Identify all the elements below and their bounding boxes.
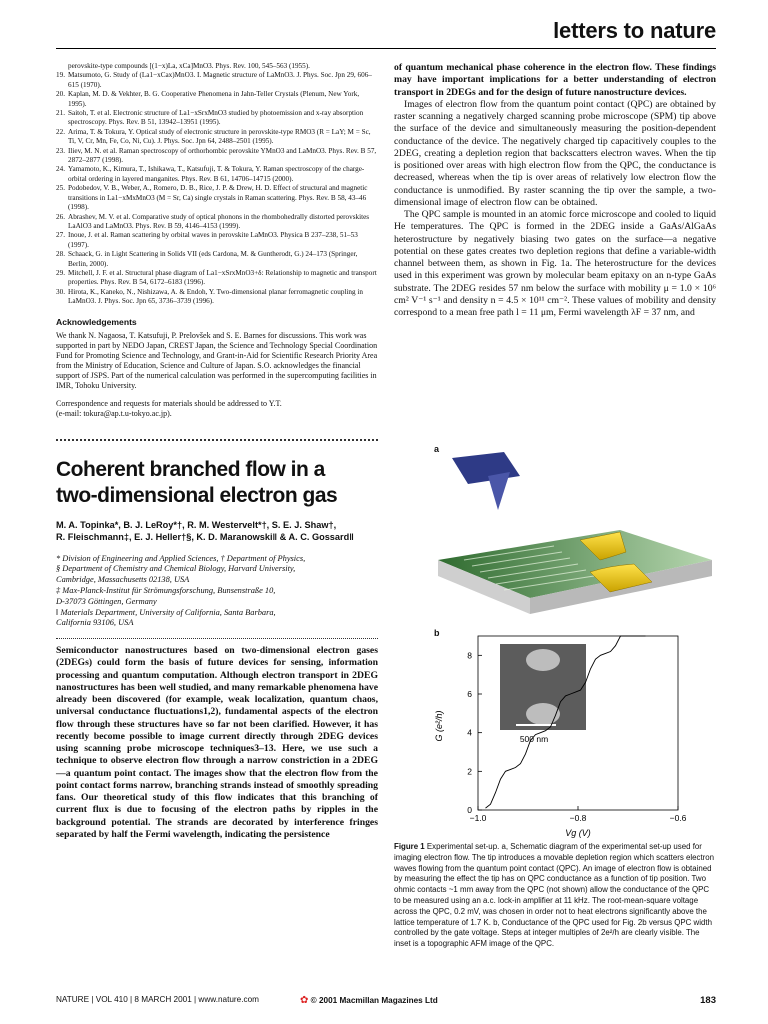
reference-item xyxy=(56,184,378,212)
right-column xyxy=(394,62,716,319)
reference-item xyxy=(56,62,378,71)
page-number: 183 xyxy=(700,995,716,1006)
affiliation-line: * Division of Engineering and Applied Sciences, † Department of Physics, xyxy=(56,553,306,563)
reference-text: Kaplan, M. D. & Vekhter, B. G. Cooperative Phenomena in Jahn-Teller Crystals (Plenum, New York, 1995). xyxy=(68,90,360,108)
reference-text: Arima, T. & Tokura, Y. Optical study of electronic structure in perovskite-type RMO3 (R = LaY; M = Sc, Ti, V, Cr, Mn, Fe, Co, Ni, Cu). J. Phys. Soc. Jpn 64, 2488–2501 (1995). xyxy=(68,127,371,146)
correspondence-email[interactable]: (e-mail: tokura@ap.t.u-tokyo.ac.jp). xyxy=(56,408,172,418)
abstract-divider xyxy=(56,638,378,639)
article-title-line: Coherent branched flow in a xyxy=(56,457,325,481)
y-tick-label: 4 xyxy=(467,727,472,738)
abstract-continuation: of quantum mechanical phase coherence in the electron flow. These findings may have important implications for a better understanding of electron transport in 2DEGs and for the design of future nanostructure devices. xyxy=(394,62,716,98)
conductance-plot xyxy=(394,626,716,840)
body-paragraph: Images of electron flow from the quantum point contact (QPC) are obtained by raster scanning a negatively charged scanning probe microscope (SPM) tip above the surface of the device and simultaneously measuring the position-dependent conductance of the device. The negatively charged tip capacitively couples to the 2DEG, creating a depletion region that backscatters electron waves. When the tip is positioned over areas with high electron flow from the QPC, the conductance is decreased, whereas when the tip is over areas of relatively low electron flow the conductance is unmodified. By raster scanning the tip over the sample, a two-dimensional image of electron flow can be obtained. xyxy=(394,98,716,208)
reference-number: 20. xyxy=(56,90,65,99)
caption-text: Experimental set-up. a, Schematic diagram of the experimental set-up used for imaging electron flow. The tip introduces a movable depletion region which scatters electron waves flowing from the quantum point contact (QPC). An image of electron flow is obtained by measuring the effect the tip has on QPC conductance as a function of tip position. Two ohmic contacts ~1 mm away from the QPC (not shown) allow the conductance of the QPC to be measured using an a.c. lock-in amplifier at 11 kHz. The root-mean-square voltage across the QPC, 0.2 mV, was chosen in order not to heat electrons significantly above the lattice temperature of 1.7 K. b, Conductance of the QPC used for Fig. 2b versus QPC width controlled by the gate voltage. Steps at integer multiples of 2e²/h are clearly visible. The inset is a topographic AFM image of the QPC. xyxy=(394,842,715,949)
reference-text: Matsumoto, G. Study of (La1−xCax)MnO3. I. Magnetic structure of LaMnO3. J. Phys. Soc. Jpn 29, 606–615 (1970). xyxy=(68,71,372,89)
y-tick-label: 8 xyxy=(467,650,472,661)
reference-number: 24. xyxy=(56,165,65,174)
affiliations xyxy=(56,554,378,630)
reference-number: 25. xyxy=(56,184,65,193)
experimental-setup-schematic xyxy=(394,448,716,633)
header-rule xyxy=(56,48,716,49)
affiliation-line: California 93106, USA xyxy=(56,618,134,628)
reference-text: Mitchell, J. F. et al. Structural phase diagram of La1−xSrxMnO3+δ: Relationship to magnetic and transport properties. Phys. Rev. B 54, 6172–6183 (1996). xyxy=(68,268,377,287)
reference-item xyxy=(56,288,378,307)
affiliation-line: Cambridge, Massachusetts 02138, USA xyxy=(56,575,190,585)
reference-item xyxy=(56,213,378,232)
reference-item xyxy=(56,147,378,166)
x-axis-label: Vg (V) xyxy=(565,828,591,838)
body-paragraph: The QPC sample is mounted in an atomic force microscope and cooled to liquid He temperatures. The QPC is formed in the 2DEG inside a GaAs/AlGaAs heterostructure by negatively biasing two gates on the surface—a negative potential on these gates creates two depletion regions that define a variable-width channel between them, as shown in Fig. 1a. The heterostructure for the devices used in this experiment was grown by molecular beam epitaxy on an n-type GaAs substrate. The 2DEG resides 57 nm below the surface with mobility μ = 1.0 × 10⁶ cm² V⁻¹ s⁻¹ and density n = 4.5 × 10¹¹ cm⁻². These values of mobility and density correspond to a mean free path l = 11 μm, Fermi wavelength λF = 37 nm, and xyxy=(394,209,716,318)
footer-copyright xyxy=(300,995,438,1006)
reference-number: 27. xyxy=(56,231,65,240)
reference-number: 26. xyxy=(56,212,65,221)
acknowledgements-text: We thank N. Nagaosa, T. Katsufuji, P. Prelovšek and S. E. Barnes for discussions. This work was supported in part by NEDO Japan, CREST Japan, the Science and Technology Special Coordination Fund for Promoting Science and Technology, and Grant-in-Aid for Scientific Research Priority Area from the Ministry of Education, Science and Culture of Japan. S.O. acknowledges the financial support of JSPS. Part of the numerical calculation was performed in the supercomputing facilities in IMR, Tohoku University. xyxy=(56,330,378,390)
scanning-tip xyxy=(488,472,510,510)
inset-gate-bottom xyxy=(526,703,560,725)
reference-text: Saitoh, T. et al. Electronic structure of La1−xSrxMnO3 studied by photoemission and x-ray absorption spectroscopy. Phys. Rev. B 51, 13942–13951 (1995). xyxy=(68,109,364,127)
footer-copyright-text: © 2001 Macmillan Magazines Ltd xyxy=(310,996,438,1005)
y-tick-label: 0 xyxy=(467,805,472,815)
abstract-text: Semiconductor nanostructures based on two-dimensional electron gases (2DEGs) could form the basis of future devices for sensing, information processing and quantum computation. Although electron transport in 2DEG nanostructures has been well studied, and many remarkable phenomena have already been discovered (for example, weak localization, quantum chaos, universal conductance fluctuations1,2), fundamental aspects of the electron flow through these structures have so far not been clarified. However, it has recently become possible to image current directly through 2DEG devices using scanning probe microscope techniques3–13. Here, we use such a technique to observe electron flow through a narrow constriction in a 2DEG—a quantum point contact. The images show that the electron flow from the point contact forms narrow, branching strands instead of smoothly spreading fans. Our theoretical study of this flow indicates that this branching of current flux is due to focusing of the electron paths by ripples in the background potential. The strands are decorated by interference fringes separated by half the Fermi wavelength, indicating the persistence xyxy=(56,645,378,840)
inset-afm-image xyxy=(500,644,586,730)
x-tick-label: −0.6 xyxy=(669,813,687,823)
author-list xyxy=(56,519,378,544)
section-divider xyxy=(56,439,378,441)
affiliation-line: ‡ Max-Planck-Institut für Strömungsforschung, Bunsenstraße 10, xyxy=(56,585,276,595)
y-tick-label: 2 xyxy=(467,766,472,777)
reference-item xyxy=(56,250,378,269)
x-tick-label: −0.8 xyxy=(569,813,587,823)
correspondence-line: Correspondence and requests for materials should be addressed to Y.T. xyxy=(56,398,282,408)
reference-number: 21. xyxy=(56,109,65,118)
reference-item xyxy=(56,231,378,250)
inset-gate-top xyxy=(526,649,560,671)
footer-journal-info: NATURE | VOL 410 | 8 MARCH 2001 | www.nature.com xyxy=(56,995,259,1004)
reference-text: Yamamoto, K., Kimura, T., Ishikawa, T., Katsufuji, T. & Tokura, Y. Raman spectroscopy of the charge-orbital ordering in layered manganites. Phys. Rev. B 61, 14706–14715 (2000). xyxy=(68,165,365,183)
article-title xyxy=(56,457,378,509)
author-line: M. A. Topinka*, B. J. LeRoy*†, R. M. Westervelt*†, S. E. J. Shaw†, xyxy=(56,519,337,530)
y-tick-label: 6 xyxy=(467,689,472,699)
caption-title: Figure 1 xyxy=(394,842,425,851)
reference-item xyxy=(56,71,378,90)
reference-number: 23. xyxy=(56,146,65,155)
reference-text: perovskite-type compounds [(1−x)La, xCa]MnO3. Phys. Rev. 100, 545–563 (1955). xyxy=(68,62,310,70)
correspondence-note xyxy=(56,399,378,419)
affiliation-line: ‖ Materials Department, University of California, Santa Barbara, xyxy=(56,607,276,617)
reference-item xyxy=(56,90,378,109)
figure-1 xyxy=(394,440,716,840)
left-column xyxy=(56,62,378,841)
reference-list xyxy=(56,62,378,307)
article-title-line: two-dimensional electron gas xyxy=(56,483,338,507)
inset-scale-bar xyxy=(516,724,556,726)
reference-number: 29. xyxy=(56,268,65,277)
reference-text: Podobedov, V. B., Weber, A., Romero, D. B., Rice, J. P. & Drew, H. D. Effect of structural and magnetic transitions in La1−xMxMnO3 (M = Sr, Ca) single crystals in Raman scattering. Phys. Rev. B 58, 43–46 (1998). xyxy=(68,184,368,212)
reference-number xyxy=(56,62,68,71)
journal-section-header: letters to nature xyxy=(553,18,716,43)
reference-text: Abrashev, M. V. et al. Comparative study of optical phonons in the rhombohedrally distorted perovskites LaAlO3 and LaMnO3. Phys. Rev. B 59, 4146–4153 (1999). xyxy=(68,212,370,230)
reference-number: 28. xyxy=(56,250,65,259)
author-line: R. Fleischmann‡, E. J. Heller†§, K. D. Maranowski‖ & A. C. Gossard‖ xyxy=(56,532,354,543)
reference-number: 22. xyxy=(56,127,65,136)
affiliation-line: § Department of Chemistry and Chemical Biology, Harvard University, xyxy=(56,564,296,574)
figure-caption xyxy=(394,842,716,950)
reference-item xyxy=(56,165,378,184)
acknowledgements-heading: Acknowledgements xyxy=(56,316,137,327)
panel-a-label: a xyxy=(434,444,440,454)
y-axis-label: G (e²/h) xyxy=(434,710,444,742)
reference-text: Inoue, J. et al. Raman scattering by orbital waves in perovskite LaMnO3. Physica B 237–238, 51–53 (1997). xyxy=(68,231,358,249)
cantilever xyxy=(452,452,520,484)
reference-item xyxy=(56,109,378,128)
reference-text: Schaack, G. in Light Scattering in Solids VII (eds Cardona, M. & Guntherodt, G.) 24–173 (Springer, Berlin, 2000). xyxy=(68,250,358,268)
reference-item xyxy=(56,269,378,288)
x-tick-label: −1.0 xyxy=(469,813,487,823)
reference-number: 30. xyxy=(56,287,65,296)
panel-b-label: b xyxy=(434,628,440,638)
affiliation-line: D-37073 Göttingen, Germany xyxy=(56,596,157,606)
inset-scale-label: 500 nm xyxy=(519,734,549,744)
publisher-logo-icon: ✿ xyxy=(300,995,309,1006)
reference-text: Hirota, K., Kaneko, N., Nishizawa, A. & Endoh, Y. Two-dimensional planar ferromagnetic coupling in LaMnO3. J. Phys. Soc. Jpn 65, 3736–3739 (1996). xyxy=(68,287,363,306)
reference-item xyxy=(56,128,378,147)
reference-number: 19. xyxy=(56,71,65,80)
reference-text: Iliev, M. N. et al. Raman spectroscopy of orthorhombic perovskite YMnO3 and LaMnO3. Phys. Rev. B 57, 2872–2877 (1998). xyxy=(68,146,377,165)
